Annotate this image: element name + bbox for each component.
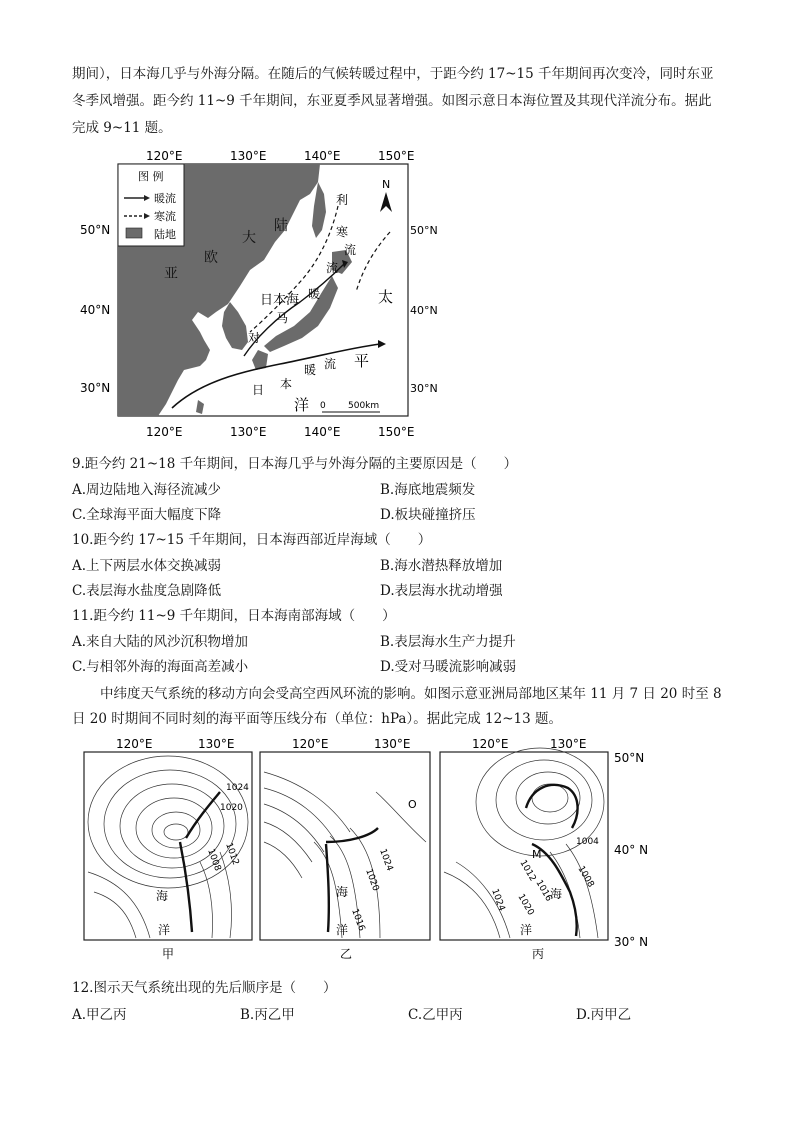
map2-lat-40: 40° N bbox=[614, 843, 649, 857]
map1-left-lat-2: 40°N bbox=[80, 303, 111, 317]
bing-sea: 海 bbox=[550, 887, 563, 901]
intro-line-1: 期间），日本海几乎与外海分隔。在随后的气候转暖过程中，于距今约 17~15 千年期间再次变冷，同时东亚 bbox=[72, 66, 714, 82]
q10-option-c[interactable]: C.表层海水盐度急剧降低 bbox=[72, 583, 222, 599]
jia-isobar-1012: 1012 bbox=[223, 841, 241, 867]
map1-top-lon-1: 120°E bbox=[146, 149, 183, 163]
map2-lat-50: 50°N bbox=[614, 751, 645, 765]
map2-lat-30: 30° N bbox=[614, 935, 649, 949]
label-tsushima-nuan: 暖 bbox=[308, 287, 321, 301]
label-li: 利 bbox=[336, 193, 349, 207]
q12-option-b[interactable]: B.丙乙甲 bbox=[240, 1007, 295, 1023]
legend-cold: 寒流 bbox=[154, 210, 176, 223]
intro2-line-1: 中纬度天气系统的移动方向会受高空西风环流的影响。如图示意亚洲局部地区某年 11 月 7 日 20 时至 8 bbox=[100, 686, 722, 702]
jia-lon-130: 130°E bbox=[198, 737, 235, 751]
isobar-maps bbox=[80, 732, 710, 964]
map1-top-lon-2: 130°E bbox=[230, 149, 267, 163]
label-yang: 洋 bbox=[294, 396, 310, 414]
label-tai: 太 bbox=[378, 288, 394, 306]
jia-sea: 海 bbox=[156, 889, 169, 903]
label-ri: 日 bbox=[252, 383, 265, 397]
q11-option-d[interactable]: D.受对马暖流影响减弱 bbox=[380, 659, 517, 675]
bing-lon-130: 130°E bbox=[550, 737, 587, 751]
map1-bottom-lon-4: 150°E bbox=[378, 425, 415, 439]
label-ya: 亚 bbox=[164, 266, 178, 282]
label-ping: 平 bbox=[354, 352, 370, 370]
bing-isobar-1012: 1012 bbox=[517, 858, 538, 884]
panel-bing bbox=[440, 748, 608, 940]
label-tsushima-liu: 流 bbox=[326, 261, 339, 275]
q9-option-d[interactable]: D.板块碰撞挤压 bbox=[380, 507, 476, 523]
bing-isobar-1016: 1016 bbox=[533, 878, 554, 904]
scale-km: 500km bbox=[348, 401, 380, 411]
q10-option-b[interactable]: B.海水潜热释放增加 bbox=[380, 558, 503, 574]
yi-ocean: 洋 bbox=[336, 923, 349, 937]
bing-isobar-1008: 1008 bbox=[575, 864, 596, 890]
map1-right-lat-1: 50°N bbox=[410, 224, 438, 237]
map1-top-lon-3: 140°E bbox=[304, 149, 341, 163]
jia-isobar-1020: 1020 bbox=[220, 803, 243, 813]
jia-isobar-1008: 1008 bbox=[205, 847, 223, 873]
q9-option-a[interactable]: A.周边陆地入海径流减少 bbox=[72, 482, 222, 498]
legend-warm: 暖流 bbox=[154, 192, 176, 205]
legend-land: 陆地 bbox=[154, 228, 176, 241]
q11-option-c[interactable]: C.与相邻外海的海面高差减小 bbox=[72, 659, 249, 675]
q12-option-a[interactable]: A.甲乙丙 bbox=[72, 1007, 127, 1023]
bing-isobar-1020: 1020 bbox=[515, 892, 536, 918]
yi-mark-o: O bbox=[408, 798, 417, 811]
q9-option-c[interactable]: C.全球海平面大幅度下降 bbox=[72, 507, 222, 523]
panel-label-yi: 乙 bbox=[340, 947, 353, 961]
label-ou: 欧 bbox=[204, 250, 218, 266]
panel-label-bing: 丙 bbox=[532, 947, 545, 961]
q12-option-c[interactable]: C.乙甲丙 bbox=[408, 1007, 463, 1023]
map1-top-lon-4: 150°E bbox=[378, 149, 415, 163]
q10-option-d[interactable]: D.表层海水扰动增强 bbox=[380, 583, 503, 599]
panel-label-jia: 甲 bbox=[162, 947, 175, 961]
q10-option-a[interactable]: A.上下两层水体交换减弱 bbox=[72, 558, 222, 574]
yi-lon-130: 130°E bbox=[374, 737, 411, 751]
q11-option-b[interactable]: B.表层海水生产力提升 bbox=[380, 634, 516, 650]
map1-left-lat-1: 50°N bbox=[80, 223, 111, 237]
bing-mark-m: M bbox=[532, 848, 542, 861]
scale-zero: 0 bbox=[320, 401, 326, 411]
bing-lon-120: 120°E bbox=[472, 737, 509, 751]
jia-isobar-1024: 1024 bbox=[226, 783, 249, 793]
label-liu2: 流 bbox=[344, 243, 357, 257]
q12-stem: 12.图示天气系统出现的先后顺序是（ ） bbox=[72, 980, 337, 996]
intro-line-2: 冬季风增强。距今约 11~9 千年期间，东亚夏季风显著增强。如图示意日本海位置及其现代洋流分布。据此 bbox=[72, 93, 712, 109]
label-nuan: 暖 bbox=[304, 363, 317, 377]
map1-right-lat-2: 40°N bbox=[410, 304, 438, 317]
north-arrow-label: N bbox=[382, 178, 391, 191]
label-liu: 流 bbox=[324, 357, 337, 371]
yi-isobar-1020: 1020 bbox=[363, 867, 381, 893]
jia-lon-120: 120°E bbox=[116, 737, 153, 751]
map1-bottom-lon-1: 120°E bbox=[146, 425, 183, 439]
jia-ocean: 洋 bbox=[158, 923, 171, 937]
map1-right-lat-3: 30°N bbox=[410, 382, 438, 395]
label-da: 大 bbox=[242, 230, 256, 246]
intro-line-3: 完成 9~11 题。 bbox=[72, 120, 172, 136]
q12-option-d[interactable]: D.丙甲乙 bbox=[576, 1007, 632, 1023]
yi-lon-120: 120°E bbox=[292, 737, 329, 751]
q10-stem: 10.距今约 17~15 千年期间，日本海西部近岸海域（ ） bbox=[72, 532, 432, 548]
q11-stem: 11.距今约 11~9 千年期间，日本海南部海域（ ） bbox=[72, 608, 396, 624]
panel-yi bbox=[260, 752, 430, 940]
q9-stem: 9.距今约 21~18 千年期间，日本海几乎与外海分隔的主要原因是（ ） bbox=[72, 456, 518, 472]
yi-isobar-1016: 1016 bbox=[349, 907, 367, 933]
label-han: 寒 bbox=[336, 225, 349, 239]
yi-sea: 海 bbox=[336, 885, 349, 899]
label-ben: 本 bbox=[280, 377, 293, 391]
legend-title: 图 例 bbox=[138, 170, 164, 183]
panel-jia bbox=[84, 752, 252, 940]
intro2-line-2: 日 20 时期间不同时刻的海平面等压线分布（单位：hPa）。据此完成 12~13 题。 bbox=[72, 711, 562, 727]
q11-option-a[interactable]: A.来自大陆的风沙沉积物增加 bbox=[72, 634, 249, 650]
yi-isobar-1024: 1024 bbox=[377, 847, 395, 873]
label-ma: 马 bbox=[276, 311, 289, 325]
bing-isobar-1004: 1004 bbox=[576, 837, 599, 847]
map1-bottom-lon-3: 140°E bbox=[304, 425, 341, 439]
map1-left-lat-3: 30°N bbox=[80, 381, 111, 395]
map1-bottom-lon-2: 130°E bbox=[230, 425, 267, 439]
label-dui: 对 bbox=[248, 331, 261, 345]
label-japan-sea: 日本海 bbox=[260, 293, 300, 308]
bing-ocean: 洋 bbox=[520, 923, 533, 937]
bing-isobar-1024: 1024 bbox=[489, 887, 507, 913]
q9-option-b[interactable]: B.海底地震频发 bbox=[380, 482, 476, 498]
label-lu: 陆 bbox=[274, 218, 288, 234]
japan-sea-map bbox=[80, 142, 438, 442]
